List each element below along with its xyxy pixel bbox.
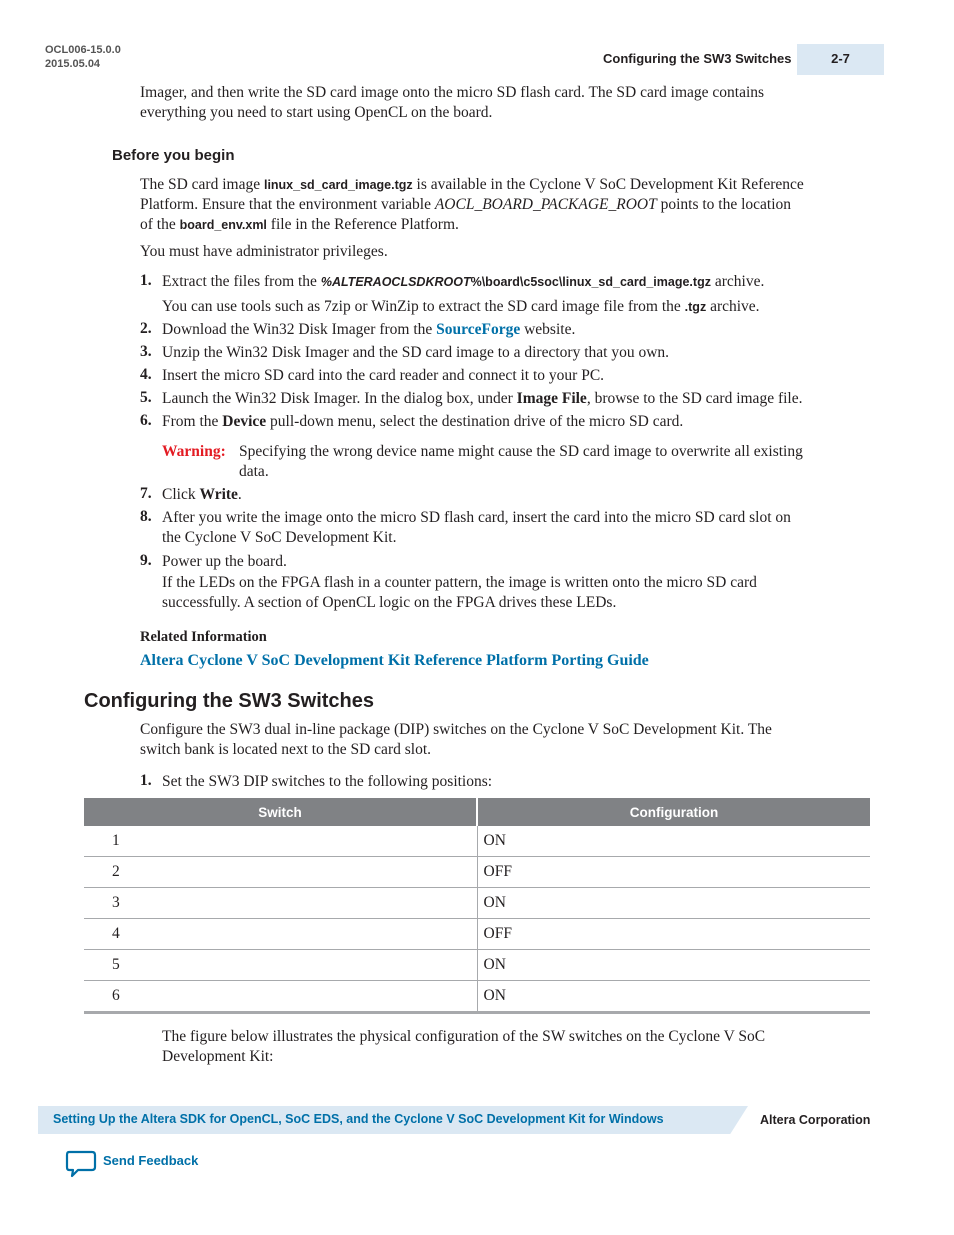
- document-id: [45, 43, 121, 71]
- code-filename: linux_sd_card_image.tgz: [263, 178, 413, 192]
- table-row: 6 ON: [84, 981, 870, 1013]
- intro-paragraph: Imager, and then write the SD card image onto the micro SD flash card. The SD card image contains everything you need to start using OpenCL on the board.: [140, 84, 765, 121]
- column-header-switch: Switch: [84, 798, 477, 826]
- env-variable: AOCL_BOARD_PACKAGE_ROOT: [434, 196, 657, 213]
- related-info-heading: Related Information: [140, 629, 267, 645]
- porting-guide-link[interactable]: Altera Cyclone V SoC Development Kit Reference Platform Porting Guide: [140, 652, 649, 669]
- running-header-title: Configuring the SW3 Switches: [603, 51, 792, 66]
- page-number: 2-7: [797, 44, 884, 75]
- prerequisite-paragraph: The SD card image linux_sd_card_image.tgz is available in the Cyclone V SoC Development Kit Reference Platform. Ensure that the environment variable AOCL_BOARD_PACKAGE_ROOT points to the location of the board_env.xml file in the Reference Platform.: [140, 176, 804, 233]
- figure-intro-paragraph: The figure below illustrates the physical configuration of the SW switches on the Cyclone V SoC Development Kit:: [162, 1028, 766, 1065]
- switch-config-table: [84, 798, 870, 1014]
- footer-company: Altera Corporation: [760, 1113, 871, 1127]
- table-row: 2 OFF: [84, 857, 870, 888]
- doc-number: OCL006-15.0.0: [45, 44, 121, 56]
- speech-bubble-icon[interactable]: [65, 1150, 97, 1178]
- table-row: 3 ON: [84, 888, 870, 919]
- table-row: 5 ON: [84, 950, 870, 981]
- column-header-configuration: Configuration: [477, 798, 870, 826]
- admin-privileges-note: You must have administrator privileges.: [140, 243, 388, 260]
- footer-doc-title-link[interactable]: Setting Up the Altera SDK for OpenCL, SoC EDS, and the Cyclone V SoC Development Kit for Windows: [53, 1112, 664, 1126]
- send-feedback-link[interactable]: Send Feedback: [103, 1153, 199, 1168]
- sourceforge-link[interactable]: SourceForge: [436, 321, 521, 338]
- before-you-begin-heading: Before you begin: [112, 147, 235, 164]
- table-row: 4 OFF: [84, 919, 870, 950]
- section-heading: Configuring the SW3 Switches: [84, 690, 375, 712]
- table-row: 1 ON: [84, 826, 870, 857]
- warning-label: Warning:: [162, 443, 226, 460]
- code-filename: board_env.xml: [179, 218, 267, 232]
- sw3-intro-paragraph: Configure the SW3 dual in-line package (DIP) switches on the Cyclone V SoC Development Kit. The switch bank is located next to the SD card slot.: [140, 721, 772, 758]
- doc-date: 2015.05.04: [45, 58, 101, 70]
